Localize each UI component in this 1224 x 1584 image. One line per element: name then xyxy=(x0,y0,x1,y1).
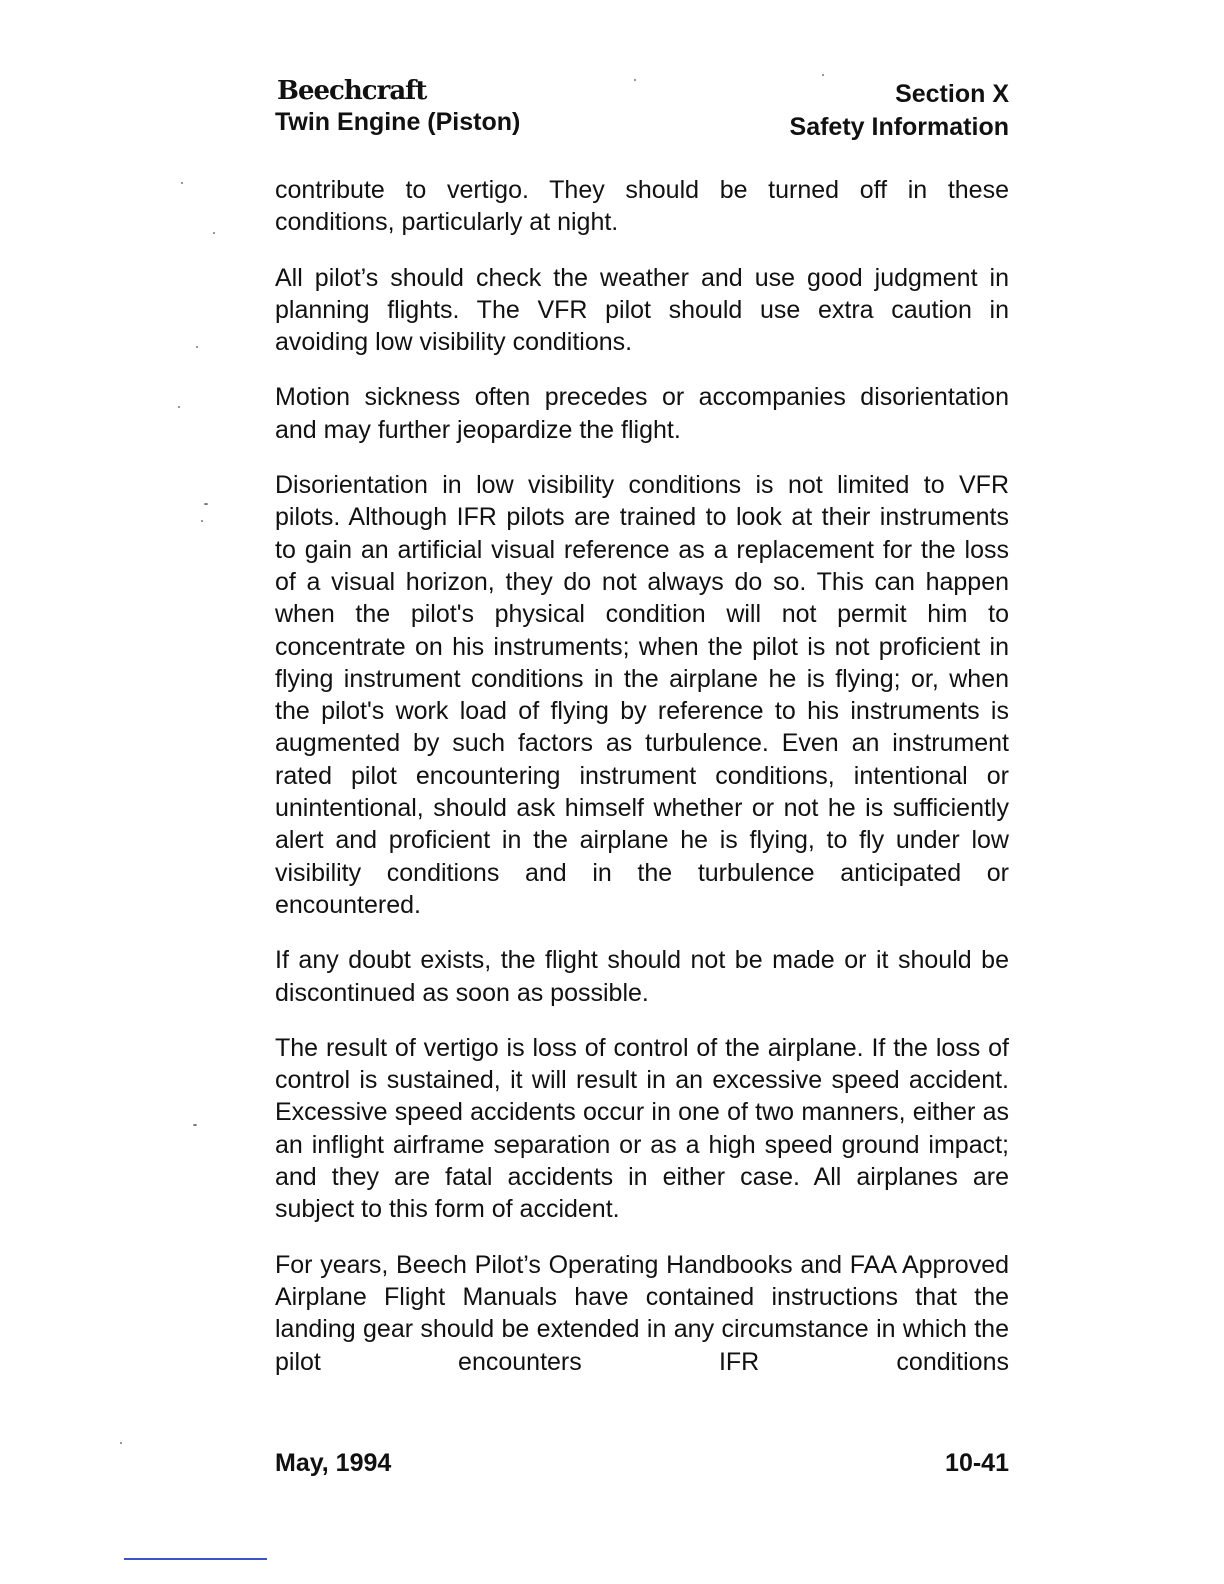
scan-speck xyxy=(201,520,203,522)
header-right xyxy=(790,78,1009,144)
section-title: Safety Information xyxy=(789,113,1009,141)
scan-speck xyxy=(193,1124,197,1126)
scan-speck xyxy=(634,79,636,81)
scan-speck xyxy=(196,346,198,348)
paragraph: If any doubt exists, the flight should not be made or it should be discontinued as soon as possible. xyxy=(275,946,1009,1007)
page-footer xyxy=(275,1446,1009,1480)
scan-speck xyxy=(181,182,183,184)
manual-subtitle: Twin Engine (Piston) xyxy=(275,108,521,136)
paragraph: The result of vertigo is loss of control of the airplane. If the loss of control is sustained, it will result in an excessive speed accident. Excessive speed accidents occur in one of two manners, either as an inflight airframe separation or as a high speed ground impact; and they are fatal accidents in either case. All airplanes are subject to this form of accident. xyxy=(275,1033,1009,1224)
scan-speck xyxy=(120,1442,122,1444)
scan-speck xyxy=(178,406,180,408)
paragraph: contribute to vertigo. They should be turned off in these conditions, particularly at night. xyxy=(275,176,1009,237)
brand-logo: Beechcraft xyxy=(277,76,427,106)
page-header xyxy=(275,76,1009,144)
section-number: Section X xyxy=(895,80,1009,108)
scan-speck xyxy=(822,74,824,76)
scan-speck xyxy=(204,503,208,505)
paragraph: Disorientation in low visibility conditions is not limited to VFR pilots. Although IFR pilots are trained to look at their instruments to gain an artificial visual reference as a replacement for the loss of a visual horizon, they do not always do so. This can happen when the pilot's physical condition will not permit him to concentrate on his instruments; when the pilot is not proficient in flying instrument conditions in the airplane he is flying; or, when the pilot's work load of flying by reference to his instruments is augmented by such factors as turbulence. Even an instrument rated pilot encountering instrument conditions, intentional or unintentional, should ask himself whether or not he is sufficiently alert and proficient in the airplane he is flying, to fly under low visibility conditions and in the turbulence anticipated or encountered. xyxy=(275,471,1009,919)
paragraph: Motion sickness often precedes or accompanies disorientation and may further jeopardize the flight. xyxy=(275,383,1009,444)
body-text xyxy=(275,174,1009,1378)
page-number: 10-41 xyxy=(945,1449,1009,1477)
paragraph: For years, Beech Pilot’s Operating Handbooks and FAA Approved Airplane Flight Manuals have contained instructions that the landing gear should be extended in any circumstance in which the pilot encounters IFR conditions xyxy=(275,1250,1009,1376)
scan-speck xyxy=(213,232,215,234)
footer-date: May, 1994 xyxy=(275,1449,392,1477)
bottom-rule-line xyxy=(124,1558,267,1560)
header-left xyxy=(275,76,520,139)
paragraph: All pilot’s should check the weather and use good judgment in planning flights. The VFR pilot should use extra caution in avoiding low visibility conditions. xyxy=(275,263,1009,357)
